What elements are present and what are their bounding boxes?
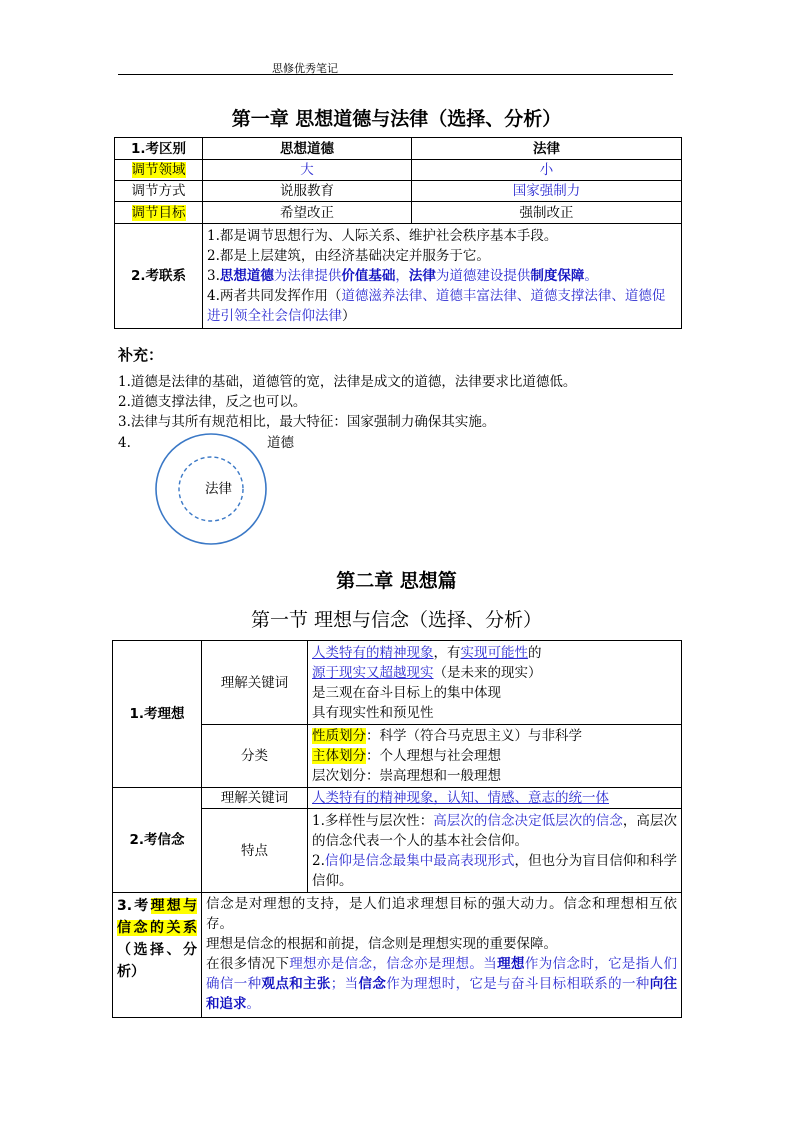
row-label: 调节方式 [115,181,203,202]
chapter2-table [112,640,682,1018]
chapter1-title: 第一章 思想道德与法律（选择、分析） [231,108,562,130]
ideal-kw-1d: 的 [528,644,542,661]
ideal-kw-1a: 人类特有的精神现象 [312,644,434,661]
link-label: 2.考联系 [115,224,203,329]
ideal-class-1a: 性质划分 [312,728,366,744]
relation-para-3e: 作为信念时，它是指人们确信一种 [206,956,678,992]
link-item-3 [207,266,677,286]
relation-label-c: （选择、分析） [117,942,197,980]
belief-keyword-text: 人类特有的精神现象，认知、情感、意志的统一体 [312,790,609,806]
belief-feature-1c: ，高层次的信念代表一个人的基本社会信仰。 [312,812,678,849]
row-moral: 大 [203,160,412,181]
relation-para-1: 信念是对理想的支持，是人们追求理想目标的强大动力。信念和理想相互依存。 [206,896,677,932]
table-head-moral: 思想道德 [203,138,412,160]
link-item-3-text: 为法律提供 [273,268,342,284]
ideal-classes [308,725,682,788]
belief-feature-1 [312,811,677,851]
belief-keyword-label: 理解关键词 [202,788,308,809]
ideal-kw-1b: ，有 [433,644,461,661]
link-content [203,224,682,329]
ideal-kw-3: 是三观在奋斗目标上的集中体现 [312,684,501,701]
relation-label [113,893,202,1018]
supplement-item-4: 4. [118,435,131,451]
ideal-kw-4: 具有现实性和预见性 [312,704,434,721]
supplement-item-1: 1.道德是法律的基础，道德管的宽，法律是成文的道德，法律要求比道德低。 [118,374,577,390]
ideal-kw-1 [312,643,677,663]
ideal-keywords [308,641,682,725]
ideal-class-2 [312,746,677,766]
link-item-3-law: 法律 [408,268,436,284]
link-item-1: 1.都是调节思想行为、人际关系、维护社会秩序基本手段。 [207,228,558,244]
ideal-class-3: 层次划分：崇高理想和一般理想 [312,768,501,784]
link-item-3-comma: ， [395,268,409,284]
relation-para-2: 理想是信念的根据和前提，信念则是理想实现的重要保障。 [206,936,557,952]
relation-para-3b: 理想亦是信念，信念亦是理想 [289,956,470,972]
ideal-kw-1c: 实现可能性 [460,644,528,661]
chapter1-table [114,137,682,329]
ideal-label: 1.考理想 [113,641,202,788]
belief-feature-2c: ，但也分为盲目信仰和科学信仰。 [312,852,678,889]
chapter2-title: 第二章 思想篇 [336,570,457,592]
belief-feature-2b: 信仰是信念最集中最高表现形式 [324,852,515,869]
ideal-class-1b: ：科学（符合马克思主义）与非科学 [366,728,582,744]
page-header: 思修优秀笔记 [272,62,338,75]
header-rule [118,74,673,75]
table-head-compare: 1.考区别 [115,138,203,160]
ideal-class-1 [312,726,677,746]
link-item-3-value-basis: 价值基础 [341,268,396,284]
link-item-3-num: 3. [207,268,220,284]
relation-para-3i: 作为理想时，它是与奋斗目标相联系的一种 [386,976,650,992]
link-item-4-lead: 4.两者共同发挥作用（ [207,288,342,304]
diagram-inner-label: 法律 [205,481,232,497]
row-label [115,160,203,181]
belief-features [308,809,682,893]
relation-para-3 [206,954,677,1014]
row-label [115,202,203,224]
belief-feature-2 [312,851,677,891]
link-item-3-end: 。 [584,268,598,284]
belief-feature-1a: 1.多样性与层次性： [312,812,434,829]
supplement-item-3: 3.法律与其所有规范相比，最大特征：国家强制力确保其实施。 [118,414,496,430]
link-item-3-moral: 思想道德 [219,268,274,284]
diagram-outer-label: 道德 [267,435,294,451]
link-item-4-detail: 道德滋养法律、道德丰富法律、道德支撑法律、道德促进引领全社会信仰法律 [207,288,666,324]
row-label-text: 调节目标 [131,204,186,221]
ideal-kw-2a: 源于现实又超越现实 [312,664,434,681]
belief-feature-label: 特点 [202,809,308,893]
link-item-2: 2.都是上层建筑，由经济基础决定并服务于它。 [207,248,490,264]
section1-title: 第一节 理想与信念（选择、分析） [250,609,543,631]
belief-label: 2.考信念 [113,788,202,893]
belief-feature-2a: 2. [312,852,325,869]
relation-para-3h: 信念 [358,976,387,992]
relation-para-3c: 。当 [469,956,498,972]
row-label-text: 调节领域 [131,162,186,178]
link-item-4-end: ） [342,308,356,324]
row-law: 强制改正 [412,202,682,224]
link-item-3-institution: 制度保障 [530,268,585,284]
ideal-keyword-label: 理解关键词 [202,641,308,725]
relation-para-3k: 。 [246,996,260,1012]
relation-para-3a: 在很多情况下 [206,956,290,972]
ideal-class-2b: ：个人理想与社会理想 [366,748,501,764]
link-item-4 [207,286,677,326]
ideal-kw-2 [312,663,677,683]
ideal-class-2a: 主体划分 [312,748,366,764]
table-head-law: 法律 [412,138,682,160]
belief-feature-1b: 高层次的信念决定低层次的信念 [433,812,623,829]
relation-label-b: 理想与信念的关系 [117,898,197,936]
ideal-class-label: 分类 [202,725,308,788]
relation-para-3d: 理想 [497,956,525,972]
ideal-kw-2b: （是未来的现实） [433,664,542,681]
link-item-3-text2: 为道德建设提供 [435,268,531,284]
row-law: 小 [412,160,682,181]
relation-label-a: 3.考 [117,898,151,914]
relation-para-3j: 向往和追求 [206,976,678,1012]
row-law: 国家强制力 [412,181,682,202]
relation-para-3g: ；当 [330,976,359,992]
belief-keyword [308,788,682,809]
supplement-title: 补充： [118,346,164,364]
supplement-item-2: 2.道德支撑法律，反之也可以。 [118,394,307,410]
relation-content [202,893,682,1018]
row-moral: 希望改正 [203,202,412,224]
relation-para-3f: 观点和主张 [261,976,331,992]
row-moral: 说服教育 [203,181,412,202]
